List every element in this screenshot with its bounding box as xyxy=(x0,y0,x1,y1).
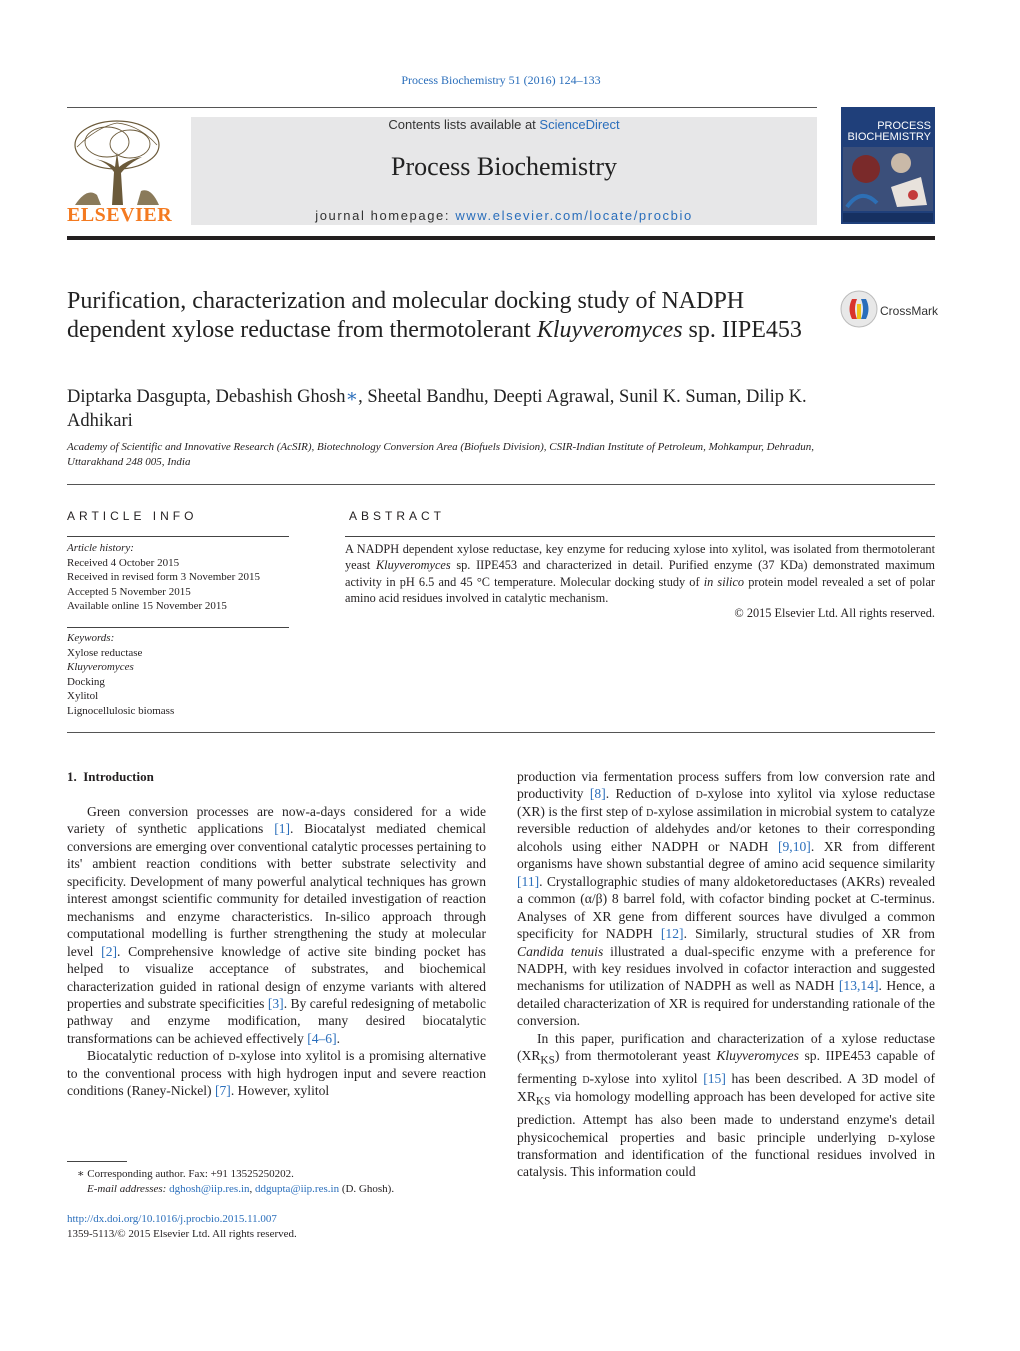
accepted-date: Accepted 5 November 2015 xyxy=(67,585,191,598)
citation-link[interactable]: [3] xyxy=(267,995,284,1011)
text-seg: has been described. A 3D model of XR xyxy=(517,1071,935,1104)
received-date: Received 4 October 2015 xyxy=(67,556,180,569)
online-date: Available online 15 November 2015 xyxy=(67,600,227,612)
text-seg: -xylose into xylitol via xylose reductase (XR) is the first step of xyxy=(517,786,935,819)
abstract-copyright: © 2015 Elsevier Ltd. All rights reserved. xyxy=(734,606,935,620)
article-info-heading: ARTICLE INFO xyxy=(67,509,198,523)
text-seg: . Similarly, structural studies of XR from xyxy=(683,926,935,942)
citation-link[interactable]: [15] xyxy=(703,1071,726,1087)
paragraph xyxy=(67,803,486,1047)
keywords-label: Keywords: xyxy=(67,632,115,644)
authors-part1: Diptarka Dasgupta, Debashish Ghosh xyxy=(67,387,346,407)
keyword: Kluyveromyces xyxy=(67,661,134,673)
small-caps-d: d xyxy=(887,1129,895,1145)
header-thick-rule xyxy=(67,236,935,240)
contents-line xyxy=(191,117,817,132)
abstract-seg: sp. IIPE453 and characterized in detail. Purified enzyme (37 KDa) demonstrated maximum activity in pH 6.5 and 45 °C temperature. Molecular docking study of xyxy=(345,558,936,589)
text-seg: production via fermentation process suffers from low conversion rate and productivity xyxy=(517,769,935,802)
corresponding-author-mark[interactable]: ∗ xyxy=(345,387,359,407)
section-heading-introduction: 1. Introduction xyxy=(67,769,154,784)
text-seg: . Hence, a detailed characterization of XR is required for understanding rationale of the conversion. xyxy=(517,978,935,1029)
journal-name: Process Biochemistry xyxy=(390,152,618,181)
text-seg: ) from thermotolerant yeast xyxy=(554,1048,717,1064)
cover-title xyxy=(845,121,931,143)
authors-part2: , Sheetal Bandhu, Deepti Agrawal, Sunil K. Suman, Dilip K. Adhikari xyxy=(67,387,807,431)
text-seg: -xylose into xylitol xyxy=(589,1071,704,1087)
revised-date: Received in revised form 3 November 2015 xyxy=(67,571,261,583)
keywords-rule xyxy=(67,627,289,628)
abstract-heading: ABSTRACT xyxy=(349,509,446,523)
footnote xyxy=(67,1167,487,1196)
citation-link[interactable]: [13,14] xyxy=(838,978,879,994)
text-seg: -xylose assimilation in microbial system to catalyze reversible reduction of aldehydes and/or ketones to their corresponding alcohols using either NADPH or NADH xyxy=(517,803,935,854)
abstract-bottom-rule xyxy=(67,732,935,733)
text-seg: sp. IIPE453 capable of fermenting xyxy=(517,1048,936,1087)
journal-homepage xyxy=(191,208,817,223)
homepage-prefix: journal homepage: xyxy=(315,208,456,223)
title-genus: Kluyveromyces xyxy=(536,317,683,343)
keyword: Xylose reductase xyxy=(67,646,143,659)
body-column-right xyxy=(517,768,935,1181)
journal-cover-thumbnail[interactable] xyxy=(841,107,935,224)
contents-prefix: Contents lists available at xyxy=(388,117,540,132)
elsevier-logo[interactable] xyxy=(67,117,173,227)
header-rule xyxy=(67,107,817,108)
issn-copyright: 1359-5113/© 2015 Elsevier Ltd. All rights reserved. xyxy=(67,1227,297,1240)
citation-link[interactable]: [4–6] xyxy=(307,1030,337,1046)
cover-title-line2: BIOCHEMISTRY xyxy=(847,131,931,143)
doi-block xyxy=(67,1212,487,1241)
homepage-link[interactable]: www.elsevier.com/locate/procbio xyxy=(455,208,693,223)
keywords-list xyxy=(67,631,297,718)
citation-link[interactable]: [7] xyxy=(214,1083,231,1099)
small-caps-d: d xyxy=(695,786,703,802)
email-link[interactable]: dghosh@iip.res.in xyxy=(169,1182,250,1195)
citation-link[interactable]: [12] xyxy=(660,926,684,942)
keyword: Xylitol xyxy=(67,690,99,702)
paragraph xyxy=(517,768,935,1030)
citation-link[interactable]: [11] xyxy=(517,873,540,889)
cover-title-line1: PROCESS xyxy=(877,120,931,132)
subscript: KS xyxy=(535,1095,551,1108)
keyword: Lignocellulosic biomass xyxy=(67,704,175,717)
email-label: E-mail addresses: xyxy=(87,1182,170,1195)
abstract-italic: Kluyveromyces xyxy=(375,558,451,573)
text-seg: . Crystallographic studies of many aldoketoreductases (AKRs) revealed a common (α/β) 8 barrel fold, with cofactor binding pocket at C-terminus. Analyses of XR gene from different sources have divulged a common specificity for NADPH xyxy=(517,873,935,942)
citation-link[interactable]: [1] xyxy=(274,821,291,837)
abstract-italic: in silico xyxy=(703,574,745,589)
article-history xyxy=(67,541,297,614)
text-seg: . Reduction of xyxy=(605,786,696,802)
text-seg: . Comprehensive knowledge of active site binding pocket has helped to visualize acceptance of substrates, and biochemical characterization guided in rational design of enzyme variants with altered properties and substrate specificities xyxy=(67,943,486,1011)
text-seg: . xyxy=(336,1030,341,1046)
keyword: Docking xyxy=(67,675,105,688)
species-italic: Candida tenuis xyxy=(517,943,604,959)
citation-link[interactable]: [8] xyxy=(589,786,606,802)
species-italic: Kluyveromyces xyxy=(716,1048,799,1064)
title-part1: Purification, characterization and molecular docking study of NADPH dependent xylose reductase from thermotolerant xyxy=(67,288,745,343)
crossmark-icon xyxy=(840,290,878,328)
abstract-rule xyxy=(345,536,935,537)
title-part2: sp. IIPE453 xyxy=(682,317,802,343)
author-list xyxy=(67,385,827,433)
text-seg: illustrated a dual-specific enzyme with a preference for NADPH, with key residues involved in cofactor interaction and suggested mechanisms for utilization of NADPH as well as NADH xyxy=(517,943,935,994)
crossmark-badge[interactable] xyxy=(840,290,940,330)
sciencedirect-link[interactable]: ScienceDirect xyxy=(539,117,620,132)
article-info-rule xyxy=(67,536,289,537)
text-seg: Biocatalytic reduction of xyxy=(87,1048,229,1064)
text-seg: In this paper, purification and characterization of a xylose reductase (XR xyxy=(517,1030,935,1064)
footnote-rule xyxy=(67,1161,127,1162)
journal-citation[interactable]: Process Biochemistry 51 (2016) 124–133 xyxy=(401,73,601,87)
body-column-left xyxy=(67,803,486,1100)
affiliation: Academy of Scientific and Innovative Research (AcSIR), Biotechnology Conversion Area (Biofuels Division), CSIR-Indian Institute of Petroleum, Mohkampur, Dehradun, Uttarakhand 248 005, India xyxy=(67,441,815,468)
corresponding-author-note: Corresponding author. Fax: +91 13525250202. xyxy=(84,1168,294,1180)
elsevier-tree-icon xyxy=(67,117,167,207)
affiliation-rule xyxy=(67,484,935,485)
email-separator: , xyxy=(249,1182,255,1195)
small-caps-d: d xyxy=(582,1071,590,1087)
text-seg: Green conversion processes are now-a-days considered for a wide variety of synthetic applications xyxy=(67,804,486,837)
text-seg: . Biocatalyst mediated chemical conversions are emerging over conventional catalytic processes pertaining to its' ambient reaction conditions with better substrate selectivity and specificity. Development of many powerful analytical techniques has grown interest amongst scientific community for detailed investigation of reaction mechanisms and enzyme characteristics. In-silico approach through computational modelling is further strengthening the study at molecular level xyxy=(67,821,486,959)
text-seg: via homology modelling approach has been developed for active site prediction. Attempt has also been made to understand enzyme's detail physicochemical properties and basic principle underlying xyxy=(517,1088,935,1145)
paragraph xyxy=(517,1030,935,1181)
history-label: Article history: xyxy=(67,542,134,554)
text-seg: . XR from different organisms have shown substantial degree of amino acid sequence similarity xyxy=(517,838,936,872)
article-title xyxy=(67,287,817,345)
small-caps-d: d xyxy=(646,803,654,819)
paragraph xyxy=(67,1047,486,1099)
text-seg: -xylose into xylitol is a promising alternative to the conventional process with high hydrogen input and severe reaction conditions (Raney-Nickel) xyxy=(67,1048,486,1099)
email-suffix: (D. Ghosh). xyxy=(339,1182,395,1195)
email-link[interactable]: ddgupta@iip.res.in xyxy=(255,1182,340,1195)
crossmark-label: CrossMark xyxy=(880,304,939,318)
small-caps-d: d xyxy=(228,1048,236,1064)
journal-masthead xyxy=(191,117,817,225)
text-seg: . However, xylitol xyxy=(230,1083,330,1099)
elsevier-wordmark: ELSEVIER xyxy=(67,204,173,226)
subscript: KS xyxy=(540,1054,555,1067)
citation-link[interactable]: [2] xyxy=(101,943,118,959)
text-seg: . By careful redesigning of metabolic pathway and enzyme modification, many desired biocatalytic transformations can be achieved effectively xyxy=(67,995,487,1046)
footnote-mark: ∗ xyxy=(77,1168,85,1180)
abstract-seg: protein model revealed a set of polar amino acid residues involved in catalytic mechanism. xyxy=(345,574,935,605)
text-seg: -xylose transformation and identification of the functional residues involved in catalysis. This information could xyxy=(517,1129,935,1180)
abstract-seg: A NADPH dependent xylose reductase, key enzyme for reducing xylose into xylitol, was isolated from thermotolerant yeast xyxy=(345,542,935,573)
abstract-text xyxy=(345,541,935,606)
citation-link[interactable]: [9,10] xyxy=(777,838,811,854)
doi-link[interactable]: http://dx.doi.org/10.1016/j.procbio.2015.11.007 xyxy=(67,1213,277,1225)
